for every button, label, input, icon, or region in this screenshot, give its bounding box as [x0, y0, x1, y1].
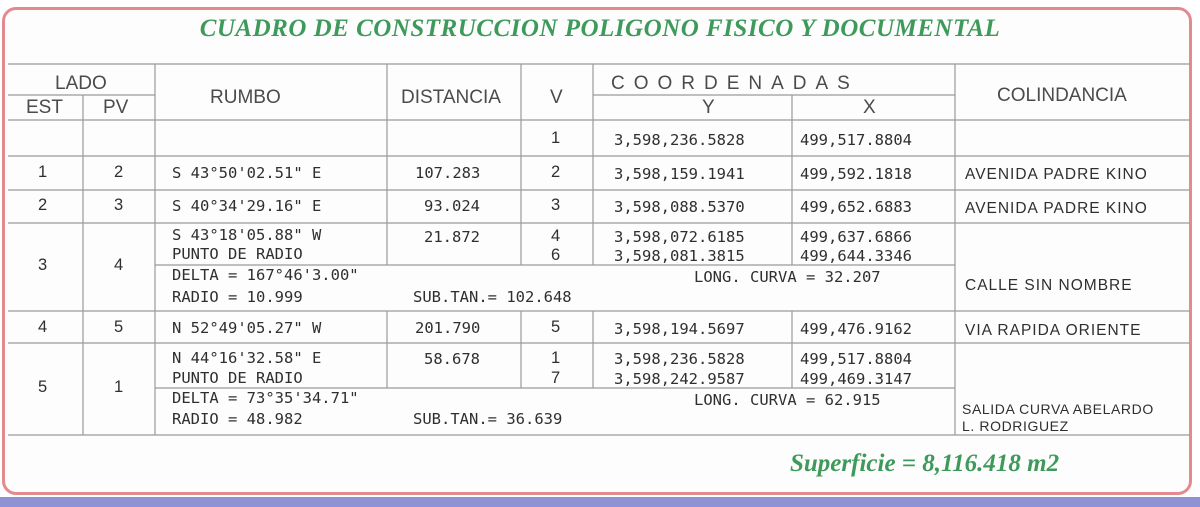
header-est: EST	[26, 97, 63, 118]
surface-area: Superficie = 8,116.418 m2	[790, 450, 1060, 477]
header-pv: PV	[103, 97, 129, 118]
vertex-cell: 1	[551, 129, 561, 147]
pv-cell: 4	[114, 256, 124, 274]
rumbo-cell: N 52°49'05.27" W	[172, 319, 322, 337]
est-cell: 3	[38, 256, 48, 274]
vertex-cell: 2	[551, 163, 561, 181]
rumbo-cell: S 40°34'29.16" E	[172, 197, 322, 215]
header-coordenadas: COORDENADAS	[611, 73, 859, 94]
coord-x-cell: 499,517.8804	[800, 350, 912, 368]
vertex-cell: 4	[551, 227, 561, 245]
rumbo-cell: S 43°50'02.51" E	[172, 164, 322, 182]
coord-x-cell: 499,469.3147	[800, 370, 912, 388]
pv-cell: 2	[114, 163, 124, 181]
punto-radio-label: PUNTO DE RADIO	[172, 369, 303, 387]
coord-x-cell: 499,476.9162	[800, 320, 912, 338]
pv-cell: 1	[114, 378, 124, 396]
header-rumbo: RUMBO	[210, 87, 281, 108]
coord-y-cell: 3,598,088.5370	[614, 198, 745, 216]
coord-y-cell: 3,598,236.5828	[614, 131, 745, 149]
colindancia-cell: AVENIDA PADRE KINO	[965, 200, 1148, 217]
est-cell: 4	[38, 318, 48, 336]
curve-length: LONG. CURVA = 62.915	[694, 391, 881, 409]
coord-x-cell: 499,652.6883	[800, 198, 912, 216]
colindancia-cell: VIA RAPIDA ORIENTE	[965, 322, 1142, 339]
distancia-cell: 201.790	[415, 319, 481, 337]
curve-subtan: SUB.TAN.= 102.648	[413, 288, 572, 306]
vertex-cell: 7	[551, 369, 561, 387]
coord-x-cell: 499,592.1818	[800, 165, 912, 183]
vertex-cell: 1	[551, 349, 561, 367]
coord-y-cell: 3,598,081.3815	[614, 247, 745, 265]
curve-radio: RADIO = 48.982	[172, 410, 303, 428]
coord-y-cell: 3,598,242.9587	[614, 370, 745, 388]
est-cell: 5	[38, 378, 48, 396]
bottom-bar	[0, 497, 1200, 507]
curve-subtan: SUB.TAN.= 36.639	[413, 410, 563, 428]
colindancia-cell: SALIDA CURVA ABELARDO	[962, 401, 1154, 417]
rumbo-cell: N 44°16'32.58" E	[172, 349, 322, 367]
curve-radio: RADIO = 10.999	[172, 288, 303, 306]
header-distancia: DISTANCIA	[401, 87, 501, 108]
curve-delta: DELTA = 167°46'3.00"	[172, 266, 359, 284]
vertex-cell: 6	[551, 246, 561, 264]
header-lado: LADO	[55, 73, 107, 94]
est-cell: 2	[38, 196, 48, 214]
est-cell: 1	[38, 163, 48, 181]
coord-y-cell: 3,598,159.1941	[614, 165, 745, 183]
coord-x-cell: 499,517.8804	[800, 131, 912, 149]
distancia-cell: 21.872	[424, 228, 480, 246]
colindancia-cell: AVENIDA PADRE KINO	[965, 166, 1148, 183]
coord-x-cell: 499,644.3346	[800, 247, 912, 265]
distancia-cell: 107.283	[415, 164, 481, 182]
distancia-cell: 58.678	[424, 350, 480, 368]
header-x: X	[863, 97, 876, 118]
pv-cell: 5	[114, 318, 124, 336]
colindancia-cell: L. RODRIGUEZ	[962, 418, 1069, 434]
coord-y-cell: 3,598,072.6185	[614, 228, 745, 246]
distancia-cell: 93.024	[424, 197, 480, 215]
vertex-cell: 3	[551, 196, 561, 214]
header-v: V	[550, 87, 563, 108]
vertex-cell: 5	[551, 318, 561, 336]
colindancia-cell: CALLE SIN NOMBRE	[965, 277, 1133, 294]
pv-cell: 3	[114, 196, 124, 214]
document-title: CUADRO DE CONSTRUCCION POLIGONO FISICO Y DOCUMENTAL	[199, 15, 1001, 42]
coord-y-cell: 3,598,236.5828	[614, 350, 745, 368]
header-colindancia: COLINDANCIA	[997, 85, 1127, 106]
rumbo-cell: S 43°18'05.88" W	[172, 226, 322, 244]
header-y: Y	[702, 97, 715, 118]
coord-x-cell: 499,637.6866	[800, 228, 912, 246]
curve-delta: DELTA = 73°35'34.71"	[172, 389, 359, 407]
coord-y-cell: 3,598,194.5697	[614, 320, 745, 338]
curve-length: LONG. CURVA = 32.207	[694, 268, 881, 286]
punto-radio-label: PUNTO DE RADIO	[172, 245, 303, 263]
